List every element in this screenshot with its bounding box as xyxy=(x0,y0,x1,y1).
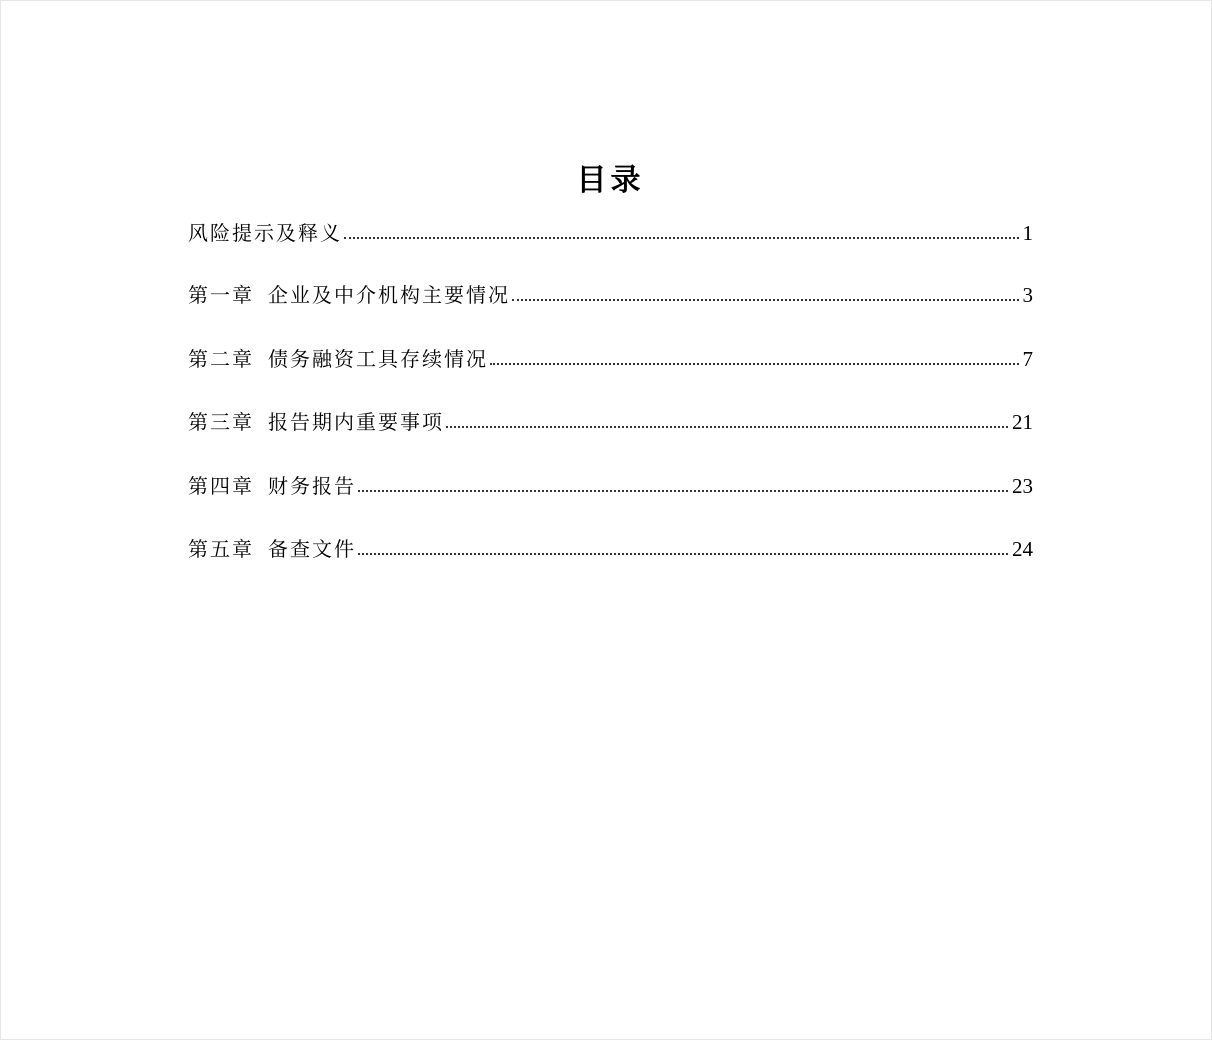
toc-entry-chapter-3[interactable] xyxy=(188,406,1033,470)
toc-dot-leader xyxy=(446,425,1008,428)
toc-entry-chapter-4[interactable] xyxy=(188,470,1033,534)
toc-dot-leader xyxy=(512,298,1019,301)
toc-page-number: 3 xyxy=(1022,283,1033,307)
toc-entry-chapter-2[interactable] xyxy=(188,343,1033,407)
toc-entry-chapter-1[interactable] xyxy=(188,279,1033,343)
toc-entry-label: 债务融资工具存续情况 xyxy=(268,346,488,371)
toc-entry-label: 备查文件 xyxy=(268,537,356,561)
toc-chapter-number: 第四章 xyxy=(188,473,254,498)
toc-page-number: 21 xyxy=(1012,410,1033,434)
toc-page-number: 7 xyxy=(1022,346,1033,371)
toc-dot-leader xyxy=(344,236,1019,239)
toc-dot-leader xyxy=(490,362,1019,365)
toc-entry-label: 财务报告 xyxy=(268,473,356,498)
toc-chapter-number: 第五章 xyxy=(188,537,254,561)
toc-title: 目录 xyxy=(576,163,645,198)
toc-chapter-number: 第三章 xyxy=(188,410,254,434)
toc-page-number: 1 xyxy=(1022,221,1033,245)
toc-dot-leader xyxy=(358,552,1008,555)
toc-entry-label: 企业及中介机构主要情况 xyxy=(268,283,510,307)
table-of-contents xyxy=(188,159,1033,597)
toc-entry-label: 报告期内重要事项 xyxy=(268,410,444,434)
toc-page-number: 24 xyxy=(1012,537,1033,561)
toc-dot-leader xyxy=(358,489,1008,492)
toc-chapter-number: 第一章 xyxy=(188,283,254,307)
toc-page-number: 23 xyxy=(1012,473,1033,498)
toc-entry-risk-notes[interactable] xyxy=(188,217,1033,279)
toc-entry-chapter-5[interactable] xyxy=(188,533,1033,597)
toc-entry-label: 风险提示及释义 xyxy=(188,221,342,245)
toc-chapter-number: 第二章 xyxy=(188,346,254,371)
